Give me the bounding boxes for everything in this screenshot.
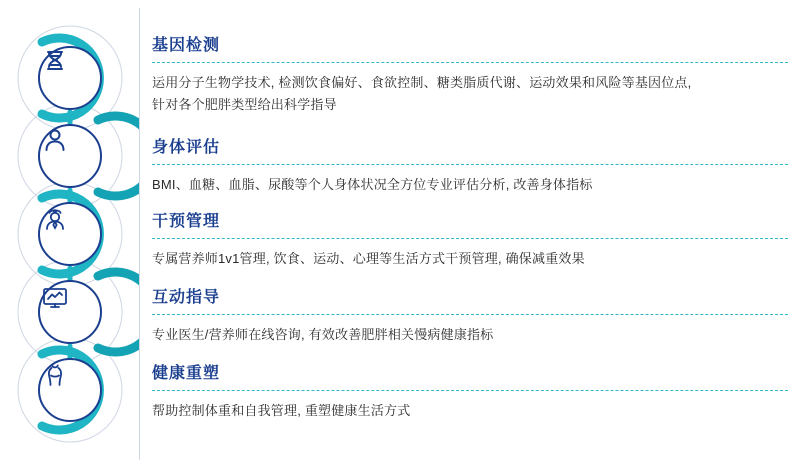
rail-node-interactive-guidance[interactable] [38, 280, 102, 344]
section-body [152, 400, 788, 422]
section-body [152, 72, 788, 116]
section-body-line: 针对各个肥胖类型给出科学指导 [152, 97, 337, 112]
section-divider [152, 164, 788, 165]
section-body [152, 324, 788, 346]
section-body-line: 帮助控制体重和自我管理, 重塑健康生活方式 [152, 403, 411, 418]
section-title: 干预管理 [152, 213, 221, 230]
vertical-divider [139, 8, 140, 460]
section-body [152, 174, 788, 196]
section-title: 互动指导 [152, 289, 221, 306]
rail-node-body-assessment[interactable] [38, 124, 102, 188]
section-body-line: BMI、血糖、血脂、尿酸等个人身体状况全方位专业评估分析, 改善身体指标 [152, 177, 593, 192]
section-title: 健康重塑 [152, 365, 221, 382]
rail-node-genetic-testing[interactable] [38, 46, 102, 110]
section-intervention-management [152, 212, 788, 270]
section-genetic-testing [152, 36, 788, 116]
section-divider [152, 390, 788, 391]
section-body-line: 运用分子生物学技术, 检测饮食偏好、食欲控制、糖类脂质代谢、运动效果和风险等基因位点, [152, 75, 692, 90]
section-title: 基因检测 [152, 37, 221, 54]
section-title: 身体评估 [152, 139, 221, 156]
section-body [152, 248, 788, 270]
section-health-reshaping [152, 364, 788, 422]
section-interactive-guidance [152, 288, 788, 346]
rail-node-health-reshaping[interactable] [38, 358, 102, 422]
section-divider [152, 62, 788, 63]
icon-rail [0, 0, 140, 468]
sections-list [152, 0, 792, 468]
section-divider [152, 314, 788, 315]
section-body-line: 专业医生/营养师在线咨询, 有效改善肥胖相关慢病健康指标 [152, 327, 494, 342]
section-body-line: 专属营养师1v1管理, 饮食、运动、心理等生活方式干预管理, 确保减重效果 [152, 251, 585, 266]
section-divider [152, 238, 788, 239]
section-body-assessment [152, 138, 788, 196]
rail-node-intervention-management[interactable] [38, 202, 102, 266]
